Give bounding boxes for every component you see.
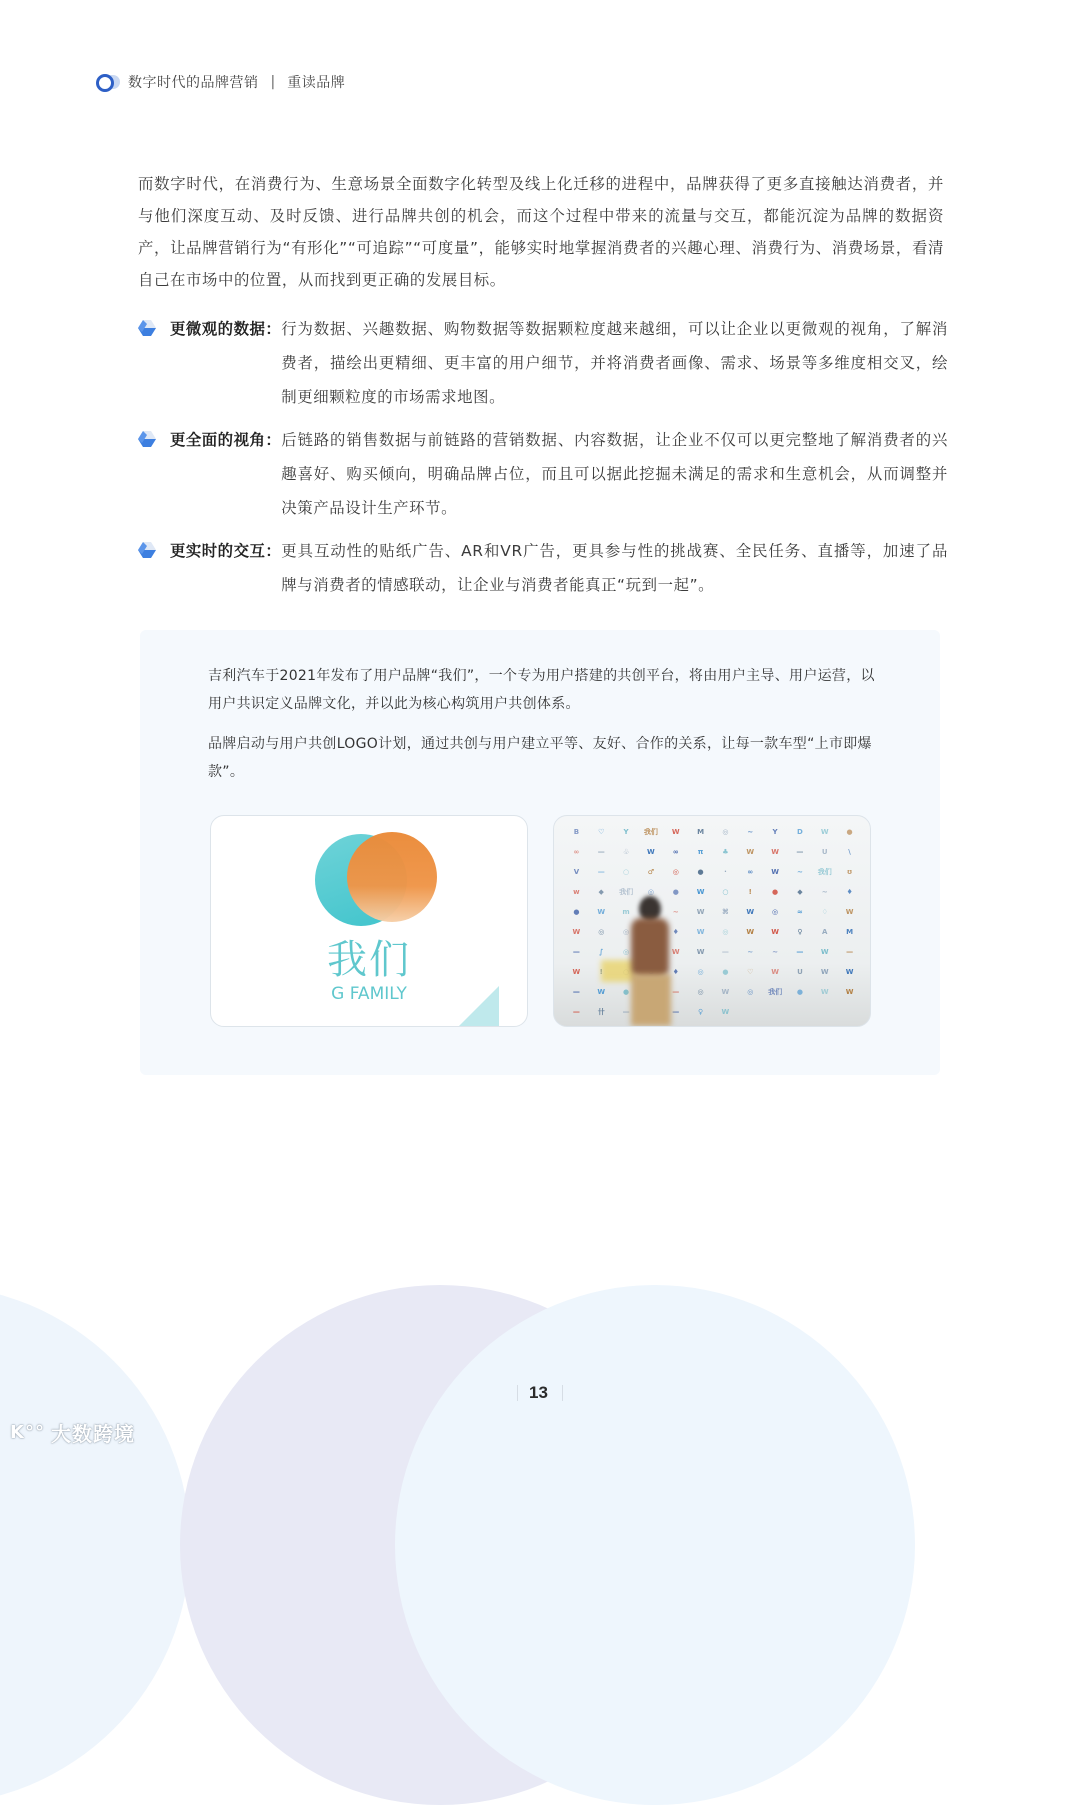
logo-wall-item: W xyxy=(820,948,829,956)
logo-wall-item: ♀ xyxy=(797,928,803,936)
logo-wall-item: W xyxy=(820,828,829,836)
logo-wall-item: W xyxy=(597,988,606,996)
logo-wall-item: W xyxy=(572,968,581,976)
logo-wall-item: W xyxy=(771,868,779,876)
logo-wall-item: ~ xyxy=(747,948,754,956)
logo-wall-item: 我们 xyxy=(817,868,832,876)
bg-circle-right xyxy=(395,1285,915,1805)
logo-wall-item: W xyxy=(820,988,829,996)
logo-wall-item: ● xyxy=(772,888,779,896)
logo-wall-item: W xyxy=(746,848,755,856)
bullet-title: 更全面的视角： xyxy=(170,431,282,449)
logo-wall-item: W xyxy=(746,908,755,916)
logo-wall-item: ◎ xyxy=(672,868,679,876)
logo-wall-item: 我们 xyxy=(619,888,634,896)
logo-wall-item: W xyxy=(572,928,581,936)
logo-wall-item: ♂ xyxy=(647,868,655,876)
logo-wall-item: ◎ xyxy=(697,988,704,996)
logo-wall-item: ~ xyxy=(821,888,828,896)
logo-wall-item: ♣ xyxy=(722,848,729,856)
logo-wall-item: ◎ xyxy=(623,928,630,936)
toggle-ring-icon xyxy=(96,74,120,90)
logo-wall-item: ◎ xyxy=(722,828,729,836)
logo-wall-item: — xyxy=(622,1008,630,1016)
logo-wall-item: · xyxy=(724,868,727,876)
logo-wall-item: ♢ xyxy=(821,908,828,916)
logo-wall-item: U xyxy=(797,968,803,976)
logo-wall-item: ≈ xyxy=(796,908,803,916)
logo-wall-item: W xyxy=(597,908,606,916)
logo-wall-item: — xyxy=(796,948,804,956)
bullet-list xyxy=(138,312,948,611)
case-study-text xyxy=(208,662,880,798)
logo-wall-item: ● xyxy=(846,828,853,836)
logo-wall-item: 我们 xyxy=(768,988,783,996)
walking-person-figure xyxy=(609,896,679,1026)
logo-wall-item: M xyxy=(697,828,705,836)
logo-wall-item: W xyxy=(746,928,755,936)
bullet-item xyxy=(138,312,948,414)
logo-wall-item: — xyxy=(672,988,680,996)
logo-wall-item: ◎ xyxy=(697,968,704,976)
watermark-text: 大数跨境 xyxy=(50,1422,135,1446)
g-family-circles-logo xyxy=(315,834,440,929)
header-separator: | xyxy=(270,74,276,90)
logo-wall-item: ● xyxy=(697,868,704,876)
logo-wall-item: V xyxy=(573,868,580,876)
case-paragraph: 吉利汽车于2021年发布了用户品牌“我们”，一个专为用户搭建的共创平台，将由用户主导、用户运营，以用户共识定义品牌文化，并以此为核心构筑用户共创体系。 xyxy=(208,668,875,712)
logo-wall-item: ♡ xyxy=(747,968,754,976)
page-number: 13 xyxy=(529,1383,548,1402)
logo-wall-item: W xyxy=(845,908,854,916)
logo-wall-item: w xyxy=(573,888,580,896)
logo-wall-item: — xyxy=(572,948,580,956)
watermark xyxy=(10,1418,135,1447)
logo-wall-item: W xyxy=(721,988,730,996)
logo-wall-item: 卄 xyxy=(597,1008,605,1016)
logo-wall-item: W xyxy=(696,928,705,936)
logo-wall-item: ◎ xyxy=(772,908,779,916)
logo-wall-item: ◆ xyxy=(598,888,604,896)
case-paragraph: 品牌启动与用户共创LOGO计划，通过共创与用户建立平等、友好、合作的关系，让每一款车型“上市即爆款”。 xyxy=(208,736,872,780)
section-title: 数字时代的品牌营销 xyxy=(128,75,259,91)
logo-wall-item: ● xyxy=(573,908,580,916)
logo-wall-item: ~ xyxy=(672,908,679,916)
logo-wall-item: ∞ xyxy=(573,848,580,856)
chapter-title: 重读品牌 xyxy=(287,75,346,91)
page-tick-left xyxy=(517,1385,518,1401)
logo-wall-item: M xyxy=(846,928,854,936)
logo-wall-item: ♦ xyxy=(672,968,679,976)
bullet-body: 行为数据、兴趣数据、购物数据等数据颗粒度越来越细，可以让企业以更微观的视角，了解消费者，描绘出更精细、更丰富的用户细节，并将消费者画像、需求、场景等多维度相交叉，绘制更细颗粒度的市场需求地图。 xyxy=(281,320,948,406)
hexagon-bullet-icon xyxy=(138,431,156,447)
logo-wall-item: ♦ xyxy=(672,928,679,936)
logo-wall-item: — xyxy=(672,1008,680,1016)
corner-decoration xyxy=(459,986,499,1026)
logo-wall-item: ◎ xyxy=(722,928,729,936)
page-tick-right xyxy=(562,1385,563,1401)
logo-wall-item: ○ xyxy=(623,868,630,876)
logo-wall-item: W xyxy=(845,968,854,976)
logo-wall-item: W xyxy=(771,848,779,856)
logo-wall-item: ♦ xyxy=(846,888,853,896)
logo-wall-item: ♀ xyxy=(698,1008,704,1016)
logo-wall-item: — xyxy=(796,848,804,856)
page-header xyxy=(96,72,345,92)
bg-circle-left xyxy=(0,1285,190,1805)
watermark-logo-icon: K°° xyxy=(10,1422,45,1443)
g-family-logo-image xyxy=(210,815,528,1027)
logo-wall-item: ◎ xyxy=(647,888,654,896)
hexagon-bullet-icon xyxy=(138,320,156,336)
logo-wall-item: — xyxy=(597,848,605,856)
logo-wall-item: ● xyxy=(672,888,679,896)
logo-wall-item: ◎ xyxy=(623,948,630,956)
logo-wall-item: ~ xyxy=(747,828,754,836)
logo-wordmark: 我们 xyxy=(327,937,411,983)
logo-wall-item: ⌘ xyxy=(722,908,729,916)
logo-wall-item: ∞ xyxy=(672,848,679,856)
logo-wall-item: W xyxy=(671,948,680,956)
logo-wall-item: D xyxy=(797,828,803,836)
logo-wall-item: W xyxy=(771,928,779,936)
logo-wall-item: ∞ xyxy=(747,868,754,876)
logo-wall-item: ◎ xyxy=(747,988,754,996)
logo-wall-item: ◆ xyxy=(797,888,803,896)
bullet-item xyxy=(138,423,948,525)
logo-wall-item: — xyxy=(572,988,580,996)
logo-wall-item: π xyxy=(697,848,704,856)
logo-subtitle: G FAMILY xyxy=(331,984,407,1004)
logo-wall-photo xyxy=(553,815,871,1027)
logo-wall-item: U xyxy=(821,848,828,856)
logo-wall-item: ~ xyxy=(796,868,803,876)
logo-wall-item: — xyxy=(846,948,854,956)
logo-wall-item: ! xyxy=(748,888,752,896)
logo-wall-item: W xyxy=(771,968,779,976)
logo-wall-item: B xyxy=(573,828,580,836)
logo-wall-item: W xyxy=(721,1008,730,1016)
logo-wall-item: W xyxy=(696,948,705,956)
logo-wall-item: A xyxy=(822,928,828,936)
logo-wall-item: ● xyxy=(796,988,803,996)
bullet-body: 后链路的销售数据与前链路的营销数据、内容数据，让企业不仅可以更完整地了解消费者的兴趣喜好、购买倾向，明确品牌占位，而且可以据此挖掘未满足的需求和生意机会，从而调整并决策产品设计生产环节。 xyxy=(281,431,948,517)
logo-wall-item: \ xyxy=(848,848,851,856)
logo-wall-item: ʊ xyxy=(846,868,853,876)
logo-wall-item: ● xyxy=(623,988,630,996)
logo-wall-item: W xyxy=(671,828,680,836)
logo-wall-item: — xyxy=(597,868,605,876)
hexagon-bullet-icon xyxy=(138,542,156,558)
logo-wall-item: ∫ xyxy=(599,948,604,956)
bullet-item xyxy=(138,534,948,602)
logo-wall-item: ♧ xyxy=(622,848,630,856)
logo-wall-item: Y xyxy=(623,828,629,836)
bullet-body: 更具互动性的贴纸广告、AR和VR广告，更具参与性的挑战赛、全民任务、直播等，加速了品牌与消费者的情感联动，让企业与消费者能真正“玩到一起”。 xyxy=(281,542,948,594)
intro-paragraph: 而数字时代，在消费行为、生意场景全面数字化转型及线上化迁移的进程中，品牌获得了更多直接触达消费者，并与他们深度互动、及时反馈、进行品牌共创的机会，而这个过程中带来的流量与交互，都能沉淀为品牌的数据资产，让品牌营销行为“有形化”“可追踪”“可度量”，能够实时地掌握消费者的兴趣心理、消费行为、消费场景，看清自己在市场中的位置，从而找到更正确的发展目标。 xyxy=(138,175,944,289)
logo-wall-item: — xyxy=(721,948,729,956)
logo-wall-item: 我们 xyxy=(643,828,658,836)
logo-wall-item: W xyxy=(647,848,655,856)
logo-wall-item: Y xyxy=(772,828,778,836)
case-study-box xyxy=(140,630,940,1075)
logo-wall-item: — xyxy=(572,1008,580,1016)
logo-wall-item: ● xyxy=(722,968,729,976)
logo-wall-item: ~ xyxy=(772,948,779,956)
logo-wall-item: W xyxy=(696,888,705,896)
logo-wall-item: W xyxy=(696,908,705,916)
logo-wall-item: ♡ xyxy=(598,828,605,836)
logo-wall-item: W xyxy=(845,988,854,996)
logo-wall-item: ○ xyxy=(722,888,729,896)
logo-wall-item: W xyxy=(820,968,829,976)
bullet-title: 更实时的交互： xyxy=(170,542,282,560)
logo-wall-item: ◎ xyxy=(598,928,605,936)
bullet-title: 更微观的数据： xyxy=(170,320,282,338)
logo-wall-item: m xyxy=(622,908,630,916)
